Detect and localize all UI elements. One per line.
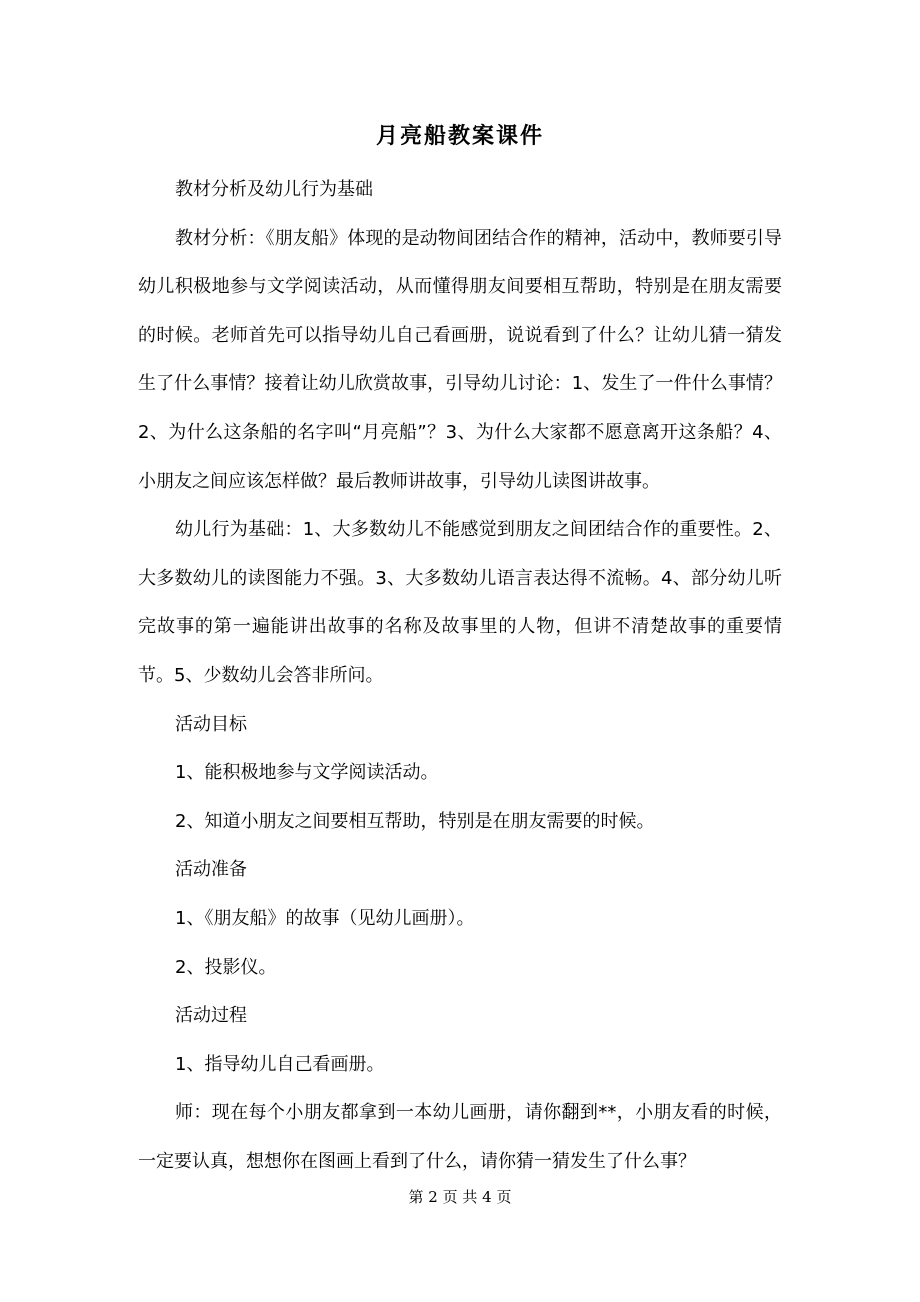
section-heading-preparation: 活动准备: [175, 859, 247, 881]
goal-item-2: 2、知道小朋友之间要相互帮助，特别是在朋友需要的时候。: [175, 810, 655, 832]
document-body: [138, 166, 782, 1186]
document-title: 月亮船教案课件: [375, 123, 544, 149]
process-step-1: 1、指导幼儿自己看画册。: [175, 1053, 385, 1075]
paragraph-behavior-basis: 幼儿行为基础：1、大多数幼儿不能感觉到朋友之间团结合作的重要性。2、大多数幼儿的读图能力不强。3、大多数幼儿语言表达得不流畅。4、部分幼儿听完故事的第一遍能讲出故事的名称及故事里的人物，但讲不清楚故事的重要情节。5、少数幼儿会答非所问。: [138, 519, 782, 686]
paragraph-material-analysis: 教材分析：《朋友船》体现的是动物间团结合作的精神，活动中，教师要引导幼儿积极地参与文学阅读活动，从而懂得朋友间要相互帮助，特别是在朋友需要的时候。老师首先可以指导幼儿自己看画册，说说看到了什么？让幼儿猜一猜发生了什么事情？接着让幼儿欣赏故事，引导幼儿讨论：1、发生了一件什么事情？2、为什么这条船的名字叫“月亮船”？3、为什么大家都不愿意离开这条船？4、小朋友之间应该怎样做？最后教师讲故事，引导幼儿读图讲故事。: [138, 227, 782, 492]
section-heading-goals: 活动目标: [175, 713, 247, 735]
page-footer: 第 2 页 共 4 页: [408, 1188, 512, 1206]
goal-item-1: 1、能积极地参与文学阅读活动。: [175, 762, 439, 784]
preparation-item-1: 1、《朋友船》的故事（见幼儿画册）。: [175, 907, 475, 929]
preparation-item-2: 2、投影仪。: [175, 956, 277, 978]
section-heading-process: 活动过程: [175, 1005, 247, 1027]
section-heading-analysis: 教材分析及幼儿行为基础: [175, 179, 373, 200]
paragraph-teacher-instruction: 师：现在每个小朋友都拿到一本幼儿画册，请你翻到**，小朋友看的时候，一定要认真，想想你在图画上看到了什么，请你猜一猜发生了什么事？: [138, 1102, 782, 1172]
